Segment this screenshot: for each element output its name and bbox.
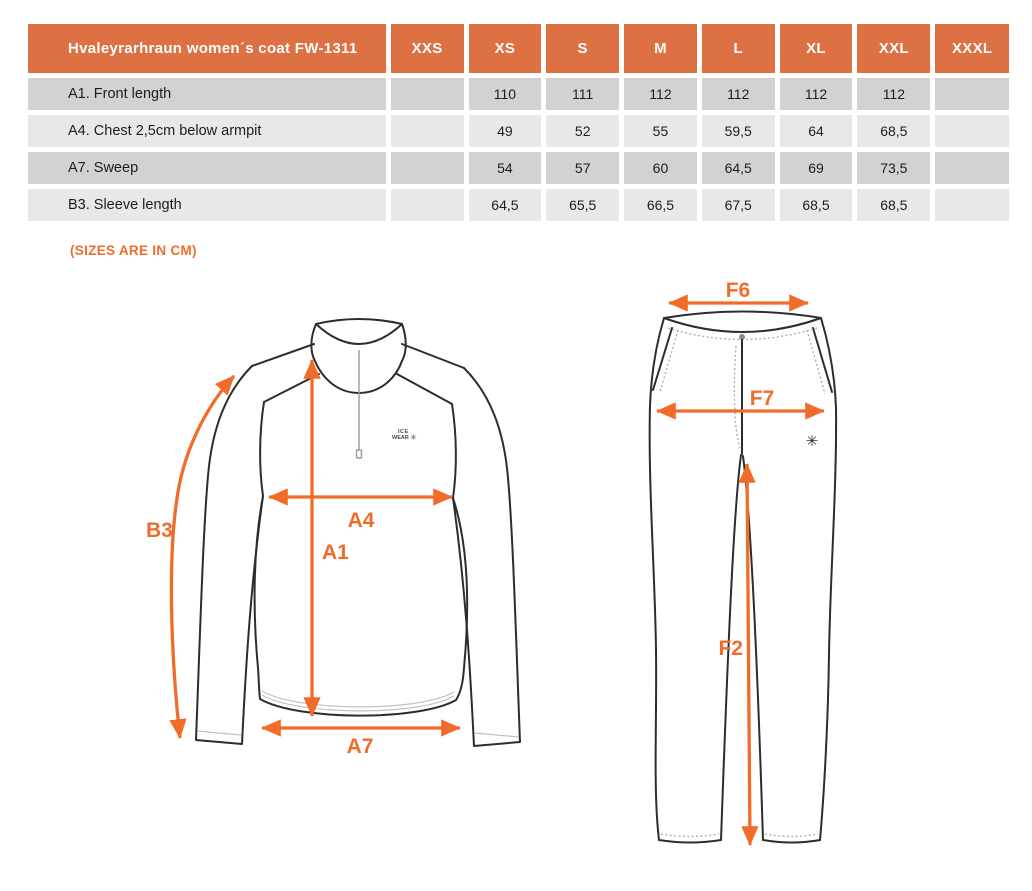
table-title: Hvaleyrarhraun women´s coat FW-1311: [28, 24, 386, 73]
cell: [391, 189, 464, 221]
cell: 110: [469, 78, 542, 110]
cell: 68,5: [780, 189, 853, 221]
cell: 66,5: [624, 189, 697, 221]
cell: 64,5: [469, 189, 542, 221]
cell: 59,5: [702, 115, 775, 147]
pants-right-outseam: [820, 318, 836, 840]
coat-measurement-diagram: [130, 300, 560, 770]
coat-right-cuff-stitch: [475, 733, 519, 737]
row-label-b3: B3. Sleeve length: [28, 189, 386, 221]
table-row: [28, 115, 1009, 147]
coat-zipper-pull: [357, 450, 362, 458]
col-header-xs: XS: [469, 24, 542, 73]
col-header-s: S: [546, 24, 619, 73]
row-label-a1: A1. Front length: [28, 78, 386, 110]
cell: [391, 152, 464, 184]
cell: 69: [780, 152, 853, 184]
col-header-xl: XL: [780, 24, 853, 73]
pants-measurement-diagram: [640, 278, 850, 873]
coat-logo-text-ice: ICE: [398, 429, 409, 435]
cell: 52: [546, 115, 619, 147]
coat-logo-text-wear: WEAR: [392, 435, 409, 441]
cell: 111: [546, 78, 619, 110]
cell: [935, 78, 1009, 110]
pants-left-hem: [659, 840, 721, 843]
table-row: [28, 189, 1009, 221]
cell: [935, 115, 1009, 147]
pants-left-outseam: [650, 318, 664, 840]
col-header-xxxl: XXXL: [935, 24, 1009, 73]
col-header-xxl: XXL: [857, 24, 930, 73]
cell: [935, 189, 1009, 221]
table-row: [28, 152, 1009, 184]
pants-left-pocket: [653, 328, 672, 390]
cell: 55: [624, 115, 697, 147]
a4-label: A4: [347, 509, 375, 532]
cell: 68,5: [857, 189, 930, 221]
snowflake-icon: ✳: [410, 433, 417, 442]
pants-waist-inside: [664, 312, 821, 333]
coat-collar-inside: [316, 319, 402, 344]
coat-hem-stitch: [262, 691, 454, 711]
cell: 60: [624, 152, 697, 184]
b3-label: B3: [146, 519, 173, 542]
col-header-xxs: XXS: [391, 24, 464, 73]
table-row: [28, 78, 1009, 110]
a7-label: A7: [346, 735, 374, 758]
sizes-unit-note: (SIZES ARE IN CM): [70, 243, 197, 258]
row-label-a4: A4. Chest 2,5cm below armpit: [28, 115, 386, 147]
coat-shoulder-seams: [252, 344, 464, 404]
cell: 54: [469, 152, 542, 184]
cell: 112: [702, 78, 775, 110]
cell: 67,5: [702, 189, 775, 221]
cell: 73,5: [857, 152, 930, 184]
f7-label: F7: [749, 387, 775, 410]
cell: 68,5: [857, 115, 930, 147]
f6-label: F6: [725, 279, 751, 302]
table-header-row: [28, 24, 1009, 73]
pants-right-hem-stitch: [765, 834, 818, 837]
coat-left-raglan: [260, 402, 264, 496]
size-chart: [28, 24, 1009, 221]
cell: 112: [624, 78, 697, 110]
cell: 65,5: [546, 189, 619, 221]
a1-label: A1: [322, 541, 349, 564]
coat-right-raglan: [452, 404, 456, 498]
cell: [391, 78, 464, 110]
col-header-m: M: [624, 24, 697, 73]
f2-label: F2: [718, 637, 743, 660]
cell: 64: [780, 115, 853, 147]
cell: 112: [780, 78, 853, 110]
row-label-a7: A7. Sweep: [28, 152, 386, 184]
pants-right-hem: [763, 840, 820, 843]
cell: 57: [546, 152, 619, 184]
cell: 49: [469, 115, 542, 147]
cell: 112: [857, 78, 930, 110]
snowflake-icon: ✳: [805, 433, 819, 450]
coat-left-cuff-stitch: [197, 731, 241, 735]
col-header-l: L: [702, 24, 775, 73]
cell: [391, 115, 464, 147]
pants-left-hem-stitch: [661, 834, 719, 837]
coat-left-sleeve: [196, 366, 263, 744]
size-chart-table: [23, 19, 1014, 226]
coat-right-sleeve: [453, 368, 520, 746]
cell: 64,5: [702, 152, 775, 184]
pants-fly-stitch: [734, 346, 740, 448]
cell: [935, 152, 1009, 184]
